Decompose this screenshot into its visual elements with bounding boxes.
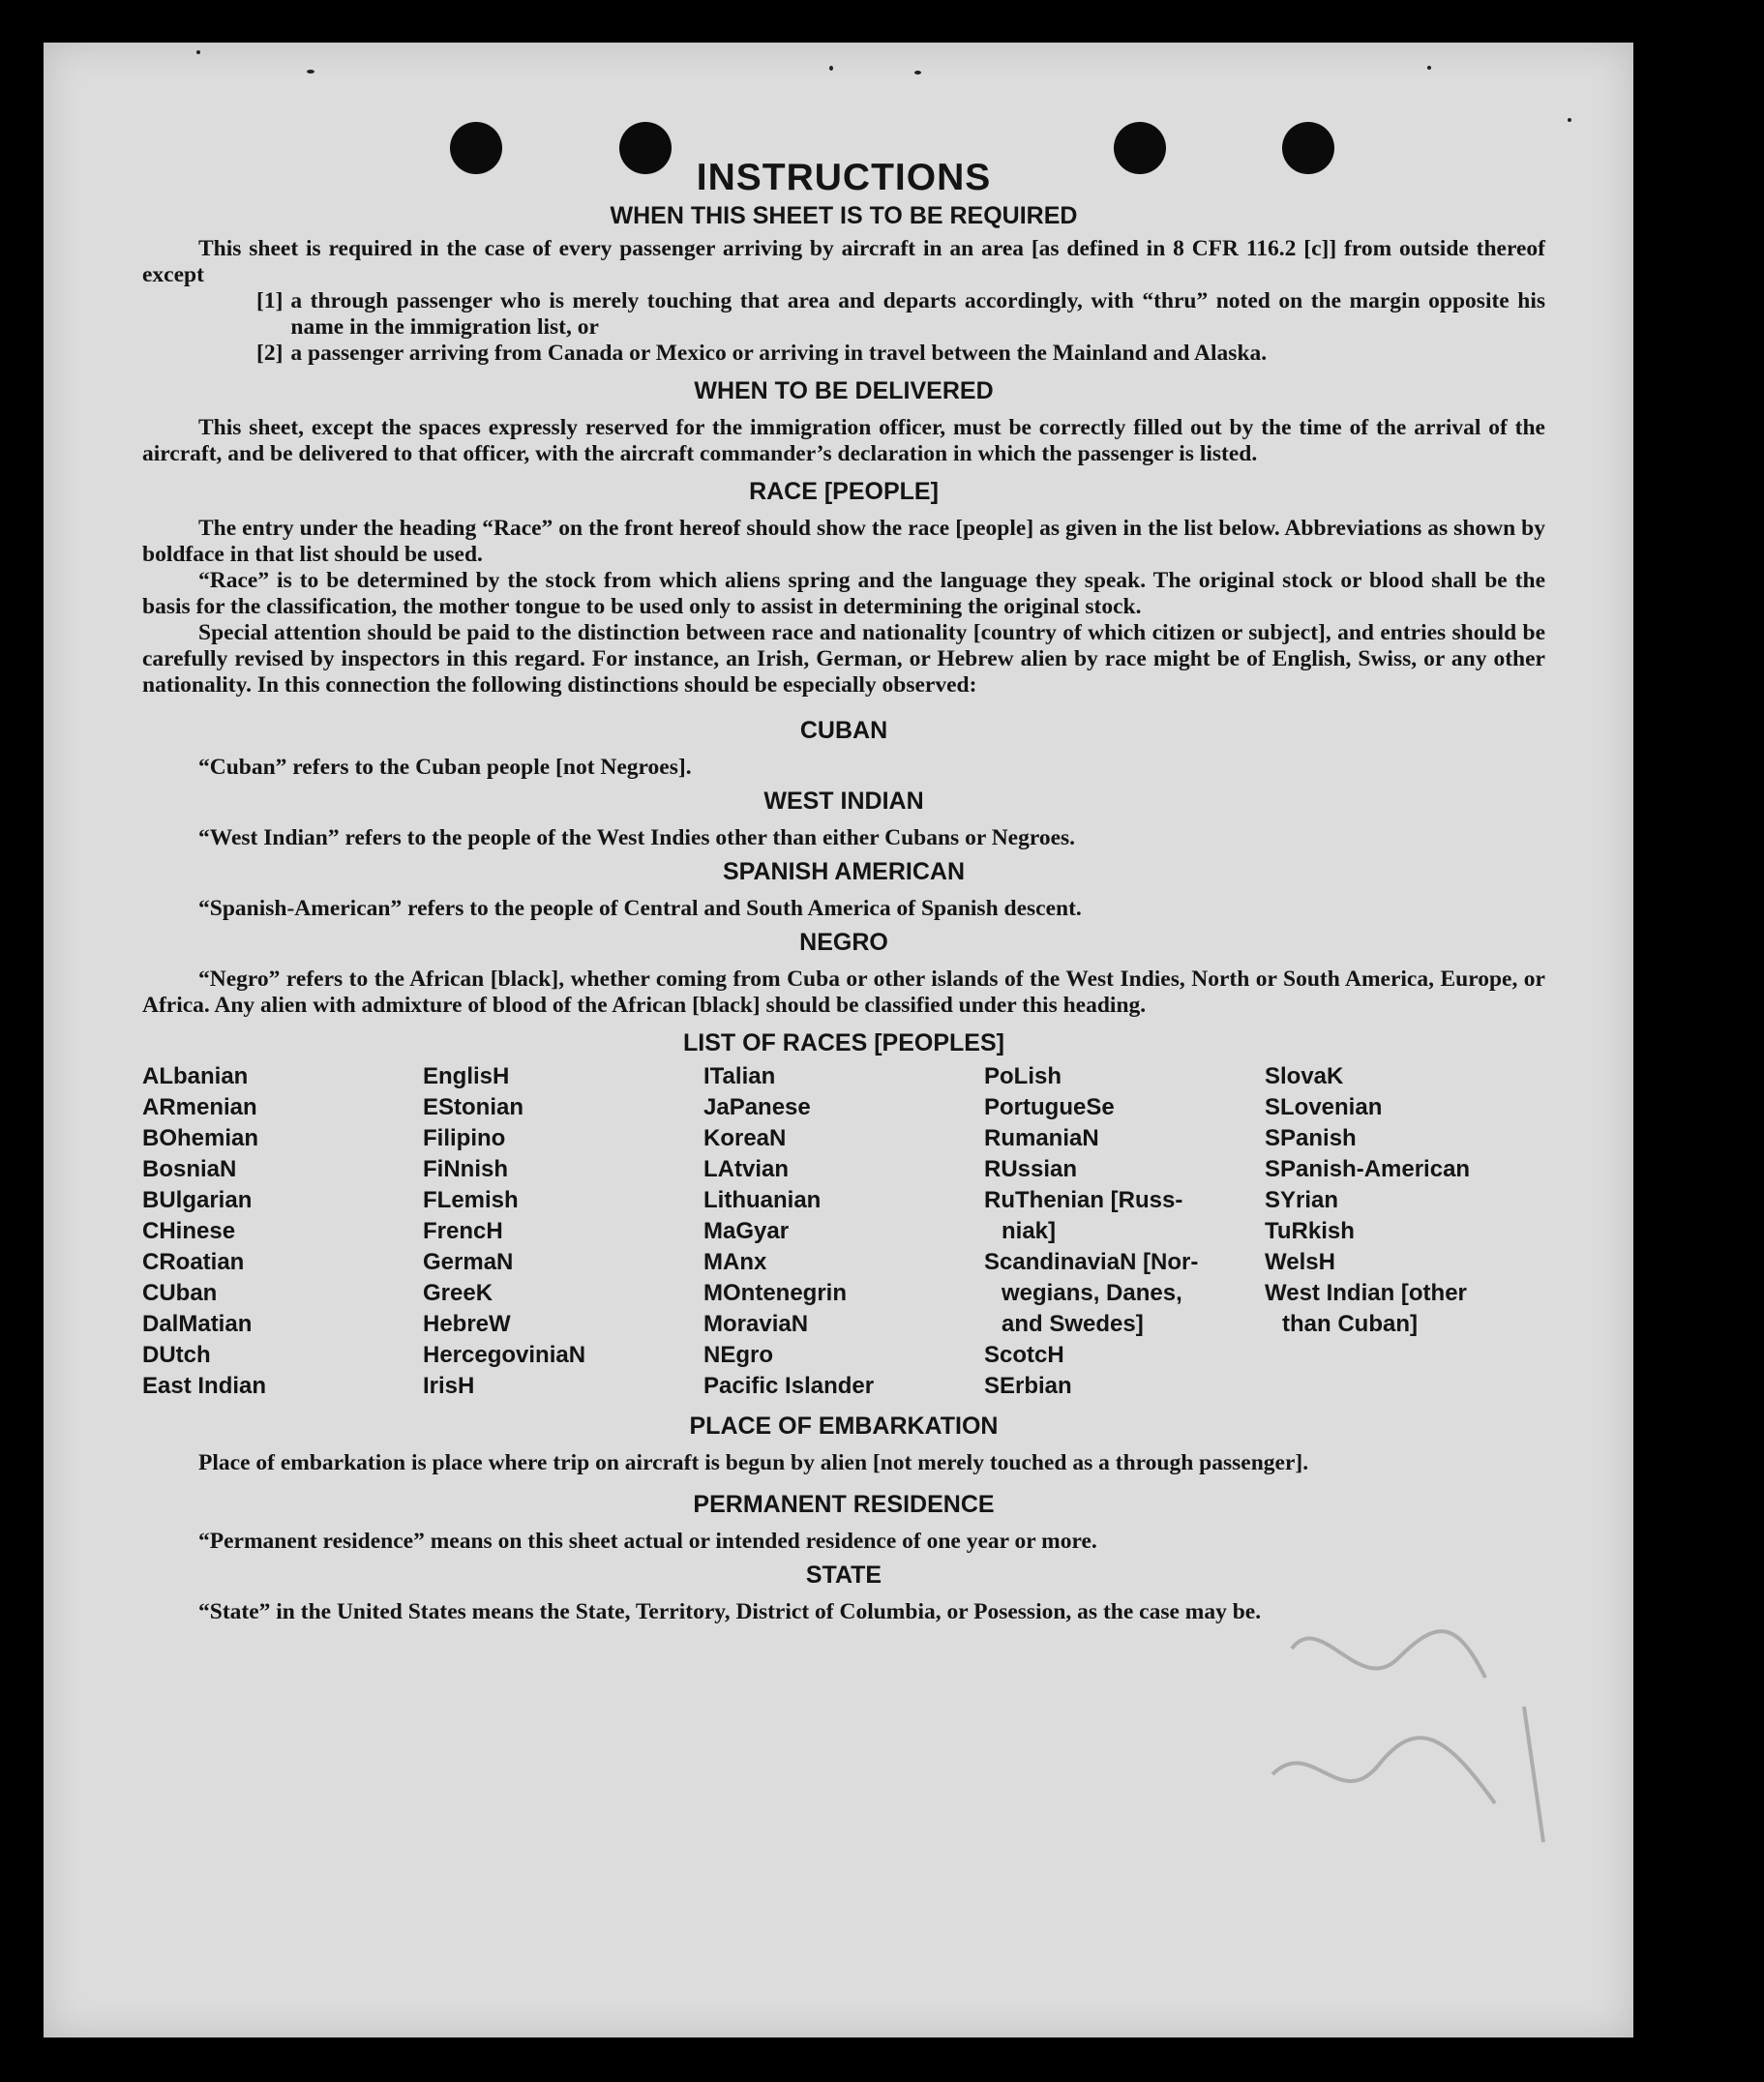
section-heading-state: STATE [805,1562,882,1589]
race-entry: WelsH [1265,1249,1335,1275]
race-entry: HebreW [423,1311,511,1337]
race-entry: GermaN [423,1249,514,1275]
speck [1568,118,1571,122]
list-item-text: a through passenger who is merely touching that area and departs accordingly, with “thru” noted on the margin opposite his name in the immigration list, or [290,288,1545,340]
spanish-american-text: “Spanish-American” refers to the people of Central and South America of Spanish descent. [198,896,1082,921]
race-entry: JaPanese [703,1094,811,1120]
list-item [142,288,1545,341]
cuban-text: “Cuban” refers to the Cuban people [not Negroes]. [198,755,692,780]
speck [196,50,200,54]
section-heading-race: RACE [PEOPLE] [749,478,939,505]
section-heading-list-of-races: LIST OF RACES [PEOPLES] [683,1029,1004,1056]
race-entry: BosniaN [142,1156,237,1182]
section-heading-permanent-residence: PERMANENT RESIDENCE [693,1491,995,1518]
race-entry: CHinese [142,1218,236,1244]
list-item-number: [2] [256,341,284,366]
race-entry: MaGyar [703,1218,790,1244]
race-entry: KoreaN [703,1125,787,1151]
race-entry: CUban [142,1280,218,1306]
race-entry: SErbian [984,1373,1072,1399]
race-entry: BOhemian [142,1125,259,1151]
race-entry: EnglisH [423,1063,510,1089]
race-list [142,1061,1545,1402]
race-entry: EStonian [423,1094,524,1120]
race-entry: MoraviaN [703,1311,809,1337]
race-entry: HercegoviniaN [423,1342,586,1368]
race-entry: FiNnish [423,1156,508,1182]
race-entry: ScotcH [984,1342,1064,1368]
when-required-intro: This sheet is required in the case of every passenger arriving by aircraft in an area [as defined in 8 CFR 116.2 [c]] from outside thereof except [142,236,1545,287]
race-entry: BUlgarian [142,1187,253,1213]
race-entry: IrisH [423,1373,475,1399]
embarkation-text: Place of embarkation is place where trip on aircraft is begun by alien [not merely touched as a through passenger]. [198,1450,1309,1475]
race-entry: DUtch [142,1342,211,1368]
race-entry: CRoatian [142,1249,245,1275]
section-heading-negro: NEGRO [799,929,888,956]
state-text: “State” in the United States means the State, Territory, District of Columbia, or Posession, as the case may be. [198,1599,1262,1624]
race-column [984,1061,1265,1402]
speck [1427,66,1431,70]
race-entry: NEgro [703,1342,773,1368]
race-entry: West Indian [other [1265,1280,1467,1306]
speck [914,71,921,74]
instructions-content [142,155,1545,1625]
race-entry: GreeK [423,1280,493,1306]
speck [307,70,314,74]
race-column [703,1061,984,1402]
race-entry: MOntenegrin [703,1280,847,1306]
race-entry: Pacific Islander [703,1373,875,1399]
race-entry: RUssian [984,1156,1078,1182]
race-column [1265,1061,1536,1402]
race-entry: Lithuanian [703,1187,822,1213]
list-item-text: a passenger arriving from Canada or Mexico or arriving in travel between the Mainland and Alaska. [290,341,1268,366]
race-entry: ARmenian [142,1094,257,1120]
race-entry: PoLish [984,1063,1062,1089]
bleed-through-handwriting [1253,1591,1601,1881]
race-entry: East Indian [142,1373,267,1399]
negro-text: “Negro” refers to the African [black], whether coming from Cuba or other islands of the West Indies, North or South America, Europe, or Africa. Any alien with admixture of blood of the African [black] should be classified under this heading. [142,967,1545,1018]
section-heading-when-delivered: WHEN TO BE DELIVERED [694,377,994,404]
list-item [142,341,1545,367]
race-entry: ALbanian [142,1063,249,1089]
race-paragraph: The entry under the heading “Race” on the front hereof should show the race [people] as given in the list below. Abbreviations as shown by boldface in that list should be used. [142,516,1545,567]
section-heading-west-indian: WEST INDIAN [763,788,924,815]
race-entry: LAtvian [703,1156,790,1182]
race-entry: SlovaK [1265,1063,1344,1089]
race-column [142,1061,423,1402]
race-entry: Filipino [423,1125,506,1151]
race-entry: PortugueSe [984,1094,1115,1120]
race-paragraph: Special attention should be paid to the distinction between race and nationality [country of which citizen or subject], and entries should be carefully revised by inspectors in this regard. For instance, an Irish, German, or Hebrew alien by race might be of English, Swiss, or any other nationality. In this connection the following distinctions should be especially observed: [142,620,1545,698]
page-title: INSTRUCTIONS [696,157,992,198]
race-entry: than Cuban] [1282,1311,1418,1337]
race-entry: ScandinaviaN [Nor- [984,1249,1199,1275]
race-entry: FLemish [423,1187,519,1213]
race-entry: RuThenian [Russ- [984,1187,1183,1213]
speck [829,66,833,71]
when-delivered-text: This sheet, except the spaces expressly reserved for the immigration officer, must be correctly filled out by the time of the arrival of the aircraft, and be delivered to that officer, with the aircraft commander’s declaration in which the passenger is listed. [142,415,1545,466]
race-entry: DalMatian [142,1311,253,1337]
race-entry: RumaniaN [984,1125,1099,1151]
race-entry: niak] [1002,1218,1057,1244]
permanent-residence-text: “Permanent residence” means on this sheet actual or intended residence of one year or more. [198,1529,1097,1554]
race-entry: SPanish [1265,1125,1357,1151]
race-entry: SYrian [1265,1187,1339,1213]
list-item-number: [1] [256,288,284,313]
section-heading-when-required: WHEN THIS SHEET IS TO BE REQUIRED [610,202,1078,229]
race-entry: MAnx [703,1249,767,1275]
section-heading-spanish-american: SPANISH AMERICAN [722,858,965,885]
section-heading-embarkation: PLACE OF EMBARKATION [689,1413,999,1440]
race-entry: FrencH [423,1218,503,1244]
race-entry: SPanish-American [1265,1156,1471,1182]
race-entry: wegians, Danes, [1002,1280,1182,1306]
race-paragraph: “Race” is to be determined by the stock from which aliens spring and the language they speak. The original stock or blood shall be the basis for the classification, the mother tongue to be used only to assist in determining the original stock. [142,568,1545,619]
west-indian-text: “West Indian” refers to the people of the West Indies other than either Cubans or Negroes. [198,825,1076,850]
race-entry: and Swedes] [1002,1311,1144,1337]
race-entry: ITalian [703,1063,776,1089]
race-column [423,1061,703,1402]
race-entry: TuRkish [1265,1218,1355,1244]
section-heading-cuban: CUBAN [799,717,888,744]
race-entry: SLovenian [1265,1094,1383,1120]
